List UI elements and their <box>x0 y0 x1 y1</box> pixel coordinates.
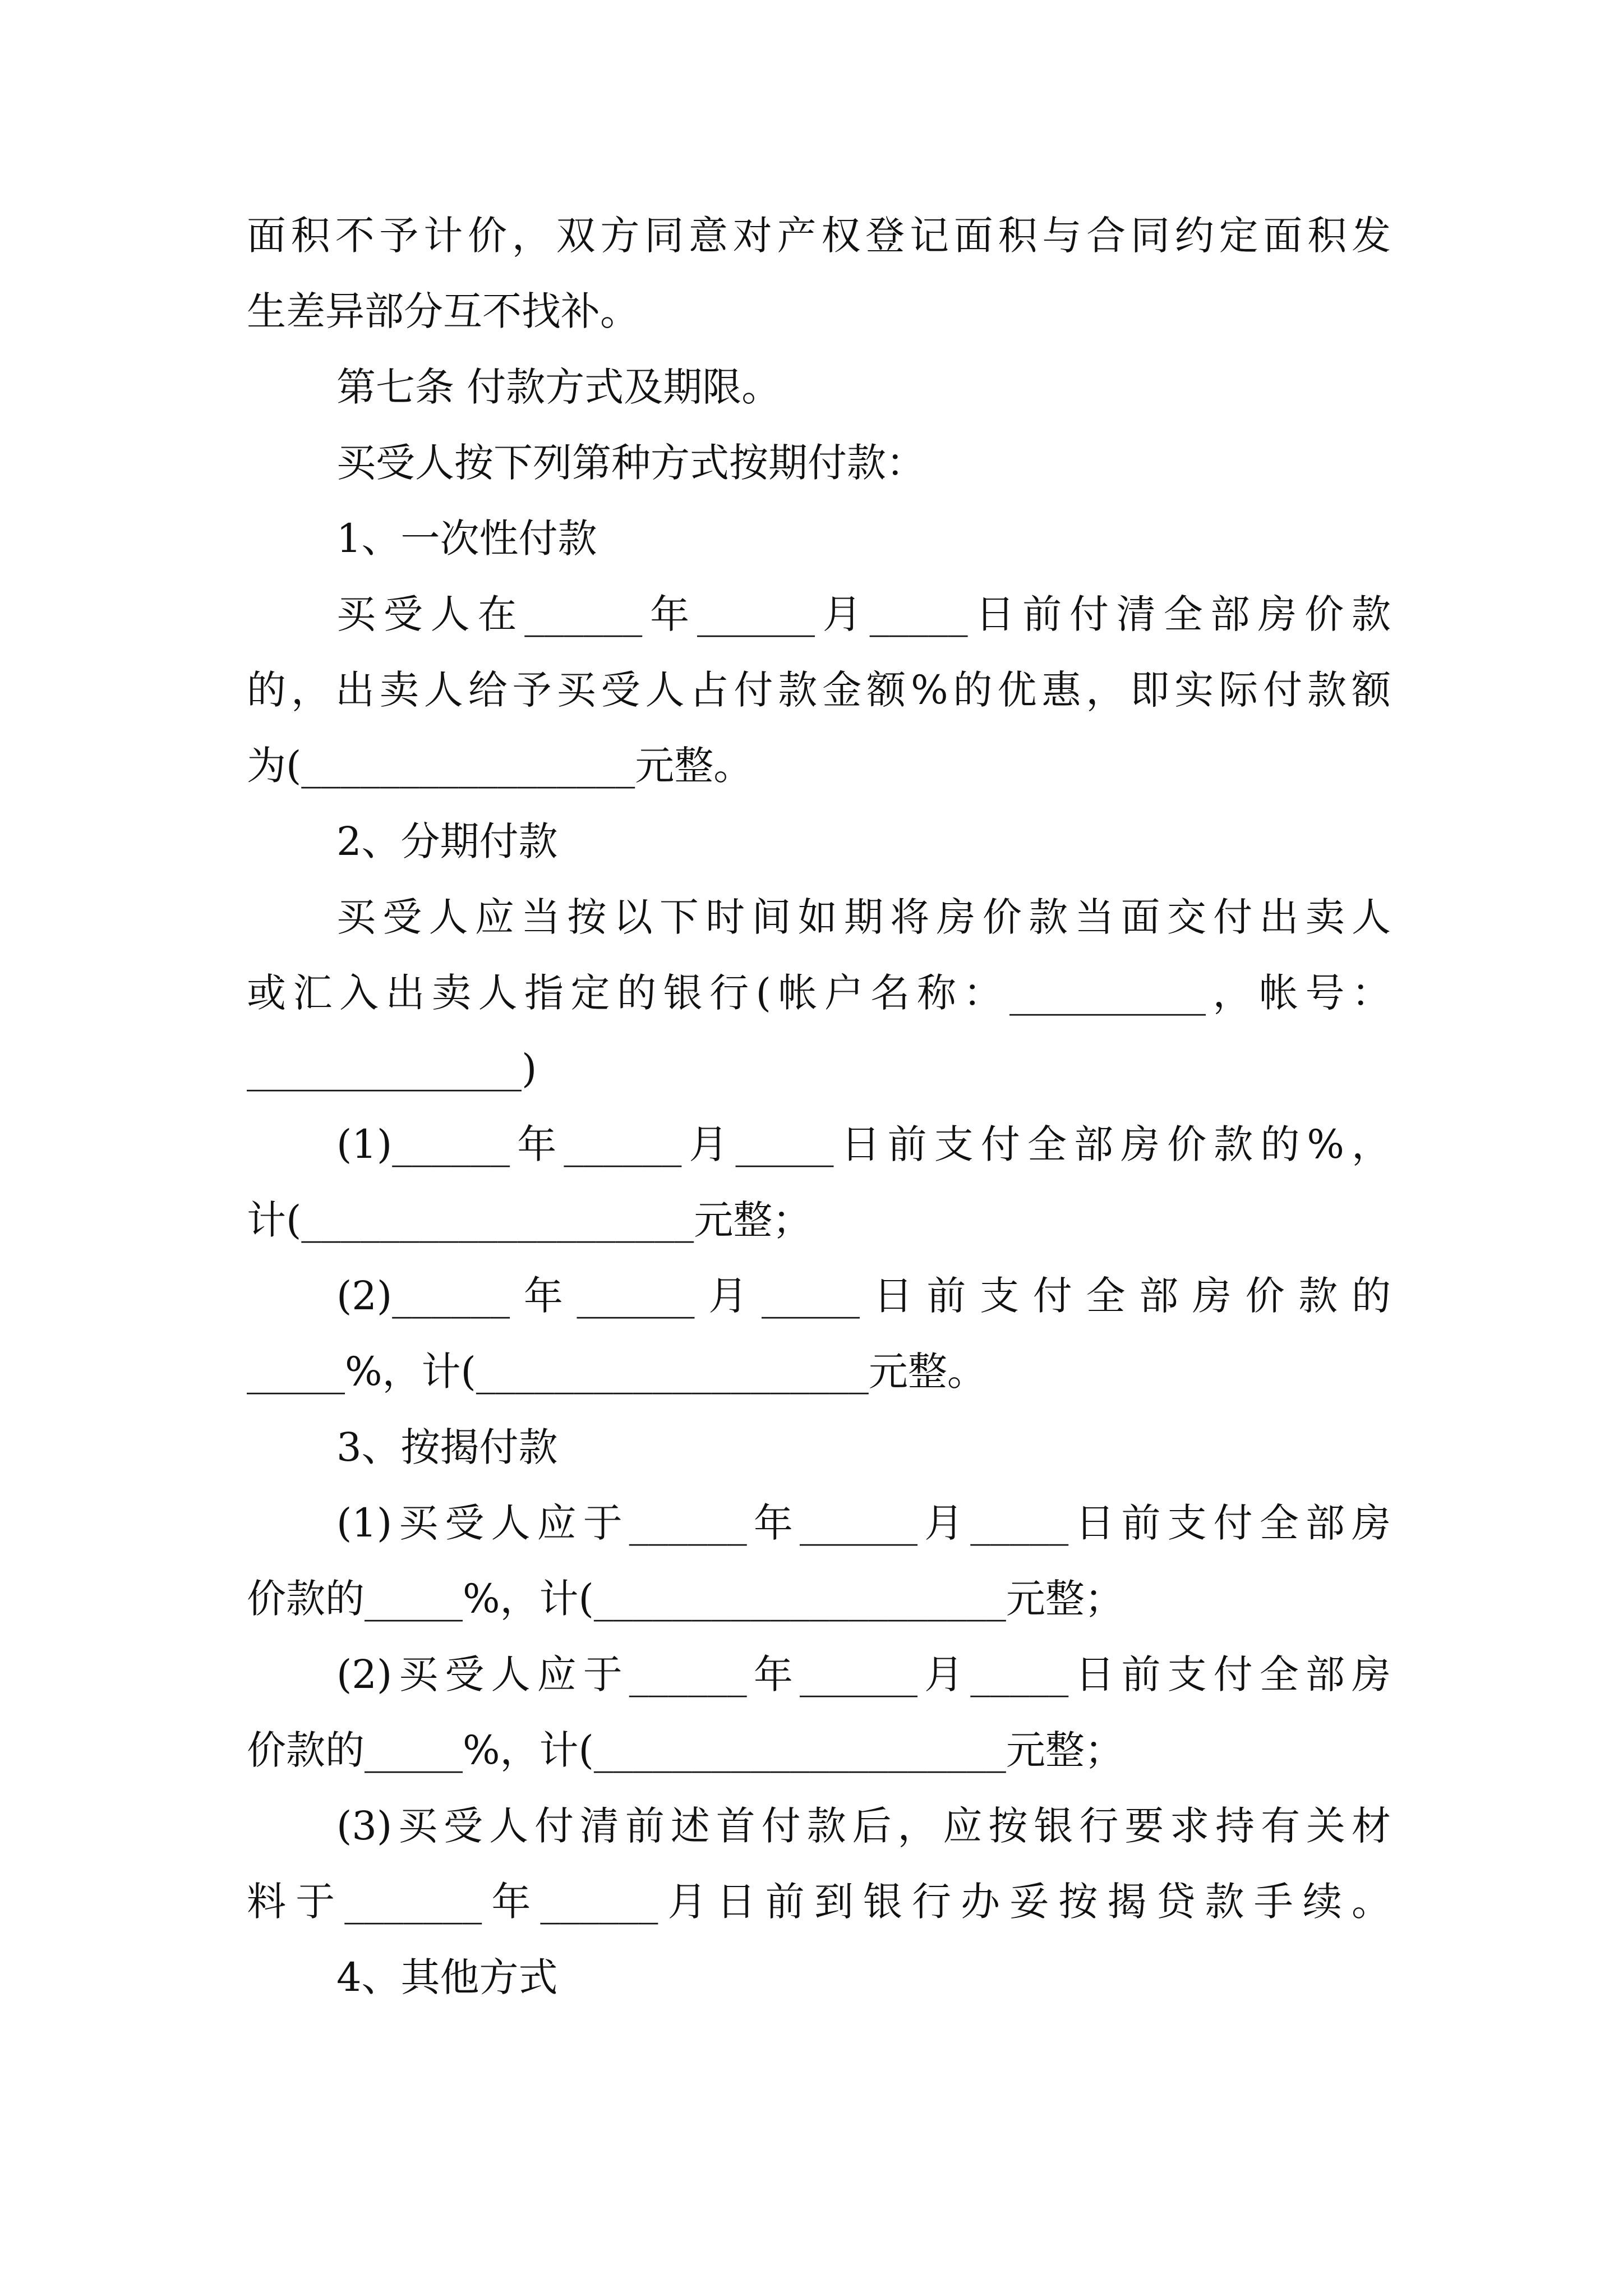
body-line: (2)______年______月_____日前支付全部房价款的 <box>336 1273 1391 1319</box>
section-heading: 2、分期付款 <box>336 818 558 864</box>
body-line: 的，出卖人给予买受人占付款金额%的优惠，即实际付款额 <box>247 667 1391 713</box>
body-line: ______________) <box>247 1046 537 1092</box>
body-line: 为(_________________元整。 <box>247 743 753 789</box>
body-line: 料于_______年______月日前到银行办妥按揭贷款手续。 <box>247 1879 1391 1925</box>
body-line: 计(____________________元整； <box>247 1197 812 1243</box>
section-heading: 1、一次性付款 <box>336 516 597 562</box>
section-heading: 3、按揭付款 <box>336 1424 558 1470</box>
body-line: 买受人按下列第种方式按期付款： <box>336 440 925 486</box>
body-line: (1)______年______月_____日前支付全部房价款的%， <box>336 1121 1391 1167</box>
body-line: (1)买受人应于______年______月_____日前支付全部房 <box>336 1500 1391 1546</box>
body-line: (2)买受人应于______年______月_____日前支付全部房 <box>336 1651 1391 1697</box>
body-line: (3)买受人付清前述首付款后，应按银行要求持有关材 <box>336 1803 1391 1849</box>
body-line: 买受人应当按以下时间如期将房价款当面交付出卖人 <box>336 894 1391 940</box>
body-line: 生差异部分互不找补。 <box>247 288 639 334</box>
body-line: 买受人在______年______月_____日前付清全部房价款 <box>336 591 1391 637</box>
body-line: _____%，计(____________________元整。 <box>247 1349 986 1395</box>
body-line: 面积不予计价，双方同意对产权登记面积与合同约定面积发 <box>247 213 1391 259</box>
body-line: 或汇入出卖人指定的银行(帐户名称：__________，帐号： <box>247 970 1391 1016</box>
article-heading: 第七条 付款方式及期限。 <box>336 364 781 410</box>
body-line: 价款的_____%，计(_____________________元整； <box>247 1727 1124 1773</box>
section-heading: 4、其他方式 <box>336 1954 558 2000</box>
body-line: 价款的_____%，计(_____________________元整； <box>247 1576 1124 1622</box>
